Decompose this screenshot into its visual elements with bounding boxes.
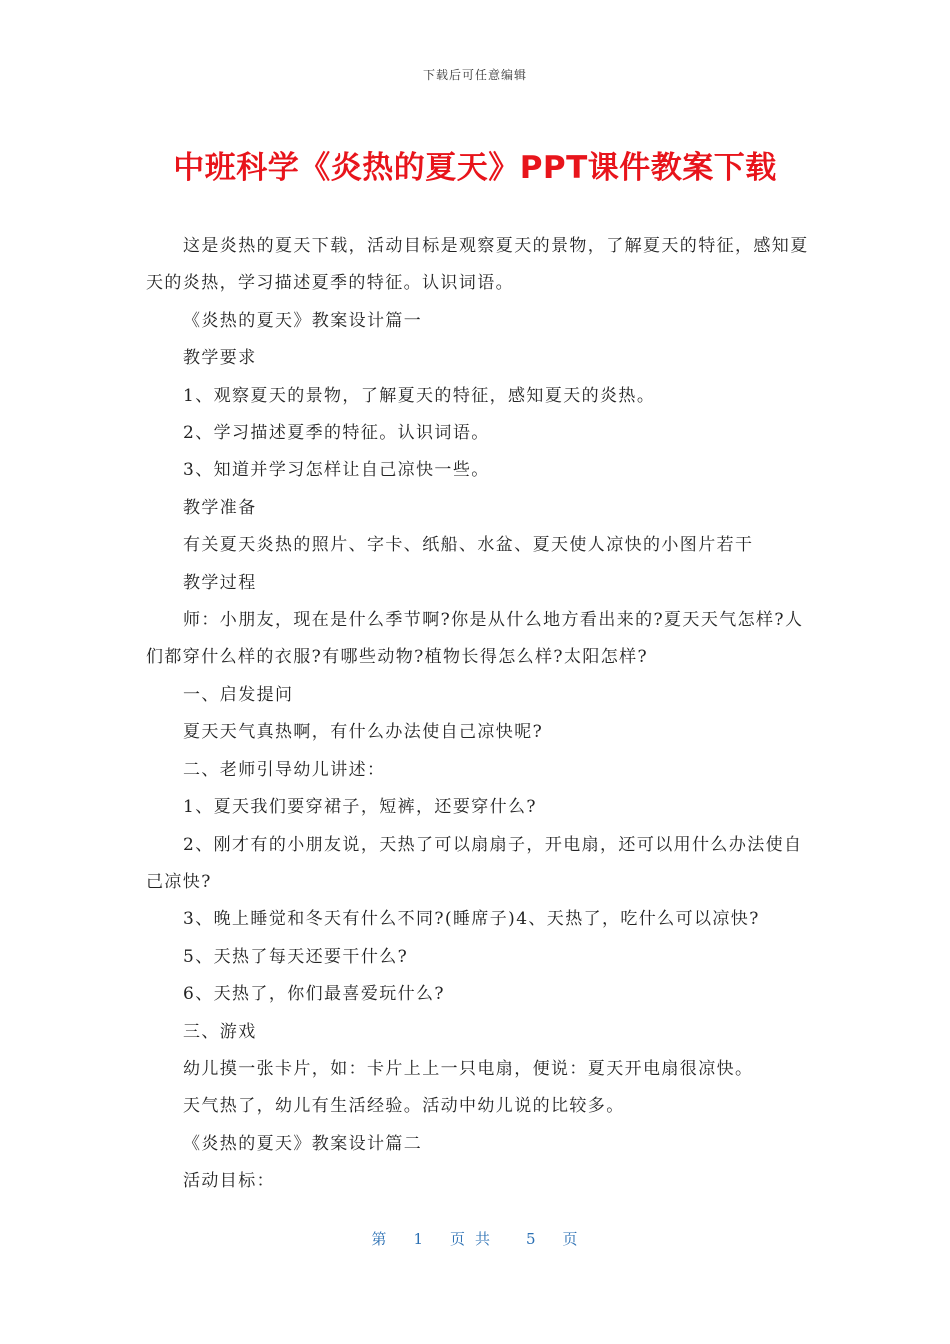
paragraph: 2、学习描述夏季的特征。认识词语。 xyxy=(183,423,490,444)
page-label-after: 页 xyxy=(562,1230,579,1248)
paragraph-heading: 教学准备 xyxy=(183,497,257,518)
page-label-before: 第 xyxy=(371,1230,388,1248)
document-title: 中班科学《炎热的夏天》PPT课件教案下载 xyxy=(173,150,777,186)
paragraph: 1、夏天我们要穿裙子，短裤，还要穿什么? xyxy=(183,797,537,818)
paragraph: 有关夏天炎热的照片、字卡、纸船、水盆、夏天使人凉快的小图片若干 xyxy=(183,535,754,556)
paragraph-heading: 三、游戏 xyxy=(183,1021,257,1042)
paragraph-section-heading: 《炎热的夏天》教案设计篇二 xyxy=(183,1133,423,1154)
paragraph-heading: 活动目标： xyxy=(183,1171,275,1192)
total-pages-number: 5 xyxy=(526,1230,537,1248)
document-body xyxy=(146,228,810,1201)
page-label-middle: 页共 xyxy=(449,1230,500,1248)
paragraph: 师：小朋友，现在是什么季节啊?你是从什么地方看出来的?夏天天气怎样?人们都穿什么样的衣服?有哪些动物?植物长得怎么样?太阳怎样? xyxy=(146,610,804,668)
paragraph: 3、知道并学习怎样让自己凉快一些。 xyxy=(183,460,490,481)
header-note: 下载后可任意编辑 xyxy=(422,68,527,82)
current-page-number: 1 xyxy=(413,1230,424,1248)
paragraph: 6、天热了，你们最喜爱玩什么? xyxy=(183,984,445,1005)
paragraph-section-heading: 《炎热的夏天》教案设计篇一 xyxy=(183,310,423,331)
paragraph-heading: 教学要求 xyxy=(183,348,257,369)
page-footer xyxy=(0,1228,950,1249)
paragraph: 幼儿摸一张卡片，如：卡片上上一只电扇，便说：夏天开电扇很凉快。 xyxy=(183,1058,754,1079)
paragraph: 1、观察夏天的景物，了解夏天的特征，感知夏天的炎热。 xyxy=(183,385,656,406)
paragraph: 5、天热了每天还要干什么? xyxy=(183,946,409,967)
paragraph: 2、刚才有的小朋友说，天热了可以扇扇子，开电扇，还可以用什么办法使自己凉快? xyxy=(146,834,803,892)
paragraph-intro: 这是炎热的夏天下载，活动目标是观察夏天的景物，了解夏天的特征，感知夏天的炎热，学习描述夏季的特征。认识词语。 xyxy=(146,236,809,294)
paragraph: 3、晚上睡觉和冬天有什么不同?(睡席子)4、天热了，吃什么可以凉快? xyxy=(183,909,760,930)
paragraph-heading: 二、老师引导幼儿讲述： xyxy=(183,759,386,780)
paragraph: 天气热了，幼儿有生活经验。活动中幼儿说的比较多。 xyxy=(183,1096,625,1117)
paragraph: 夏天天气真热啊，有什么办法使自己凉快呢? xyxy=(183,722,544,743)
paragraph-heading: 教学过程 xyxy=(183,572,257,593)
paragraph-heading: 一、启发提问 xyxy=(183,684,294,705)
